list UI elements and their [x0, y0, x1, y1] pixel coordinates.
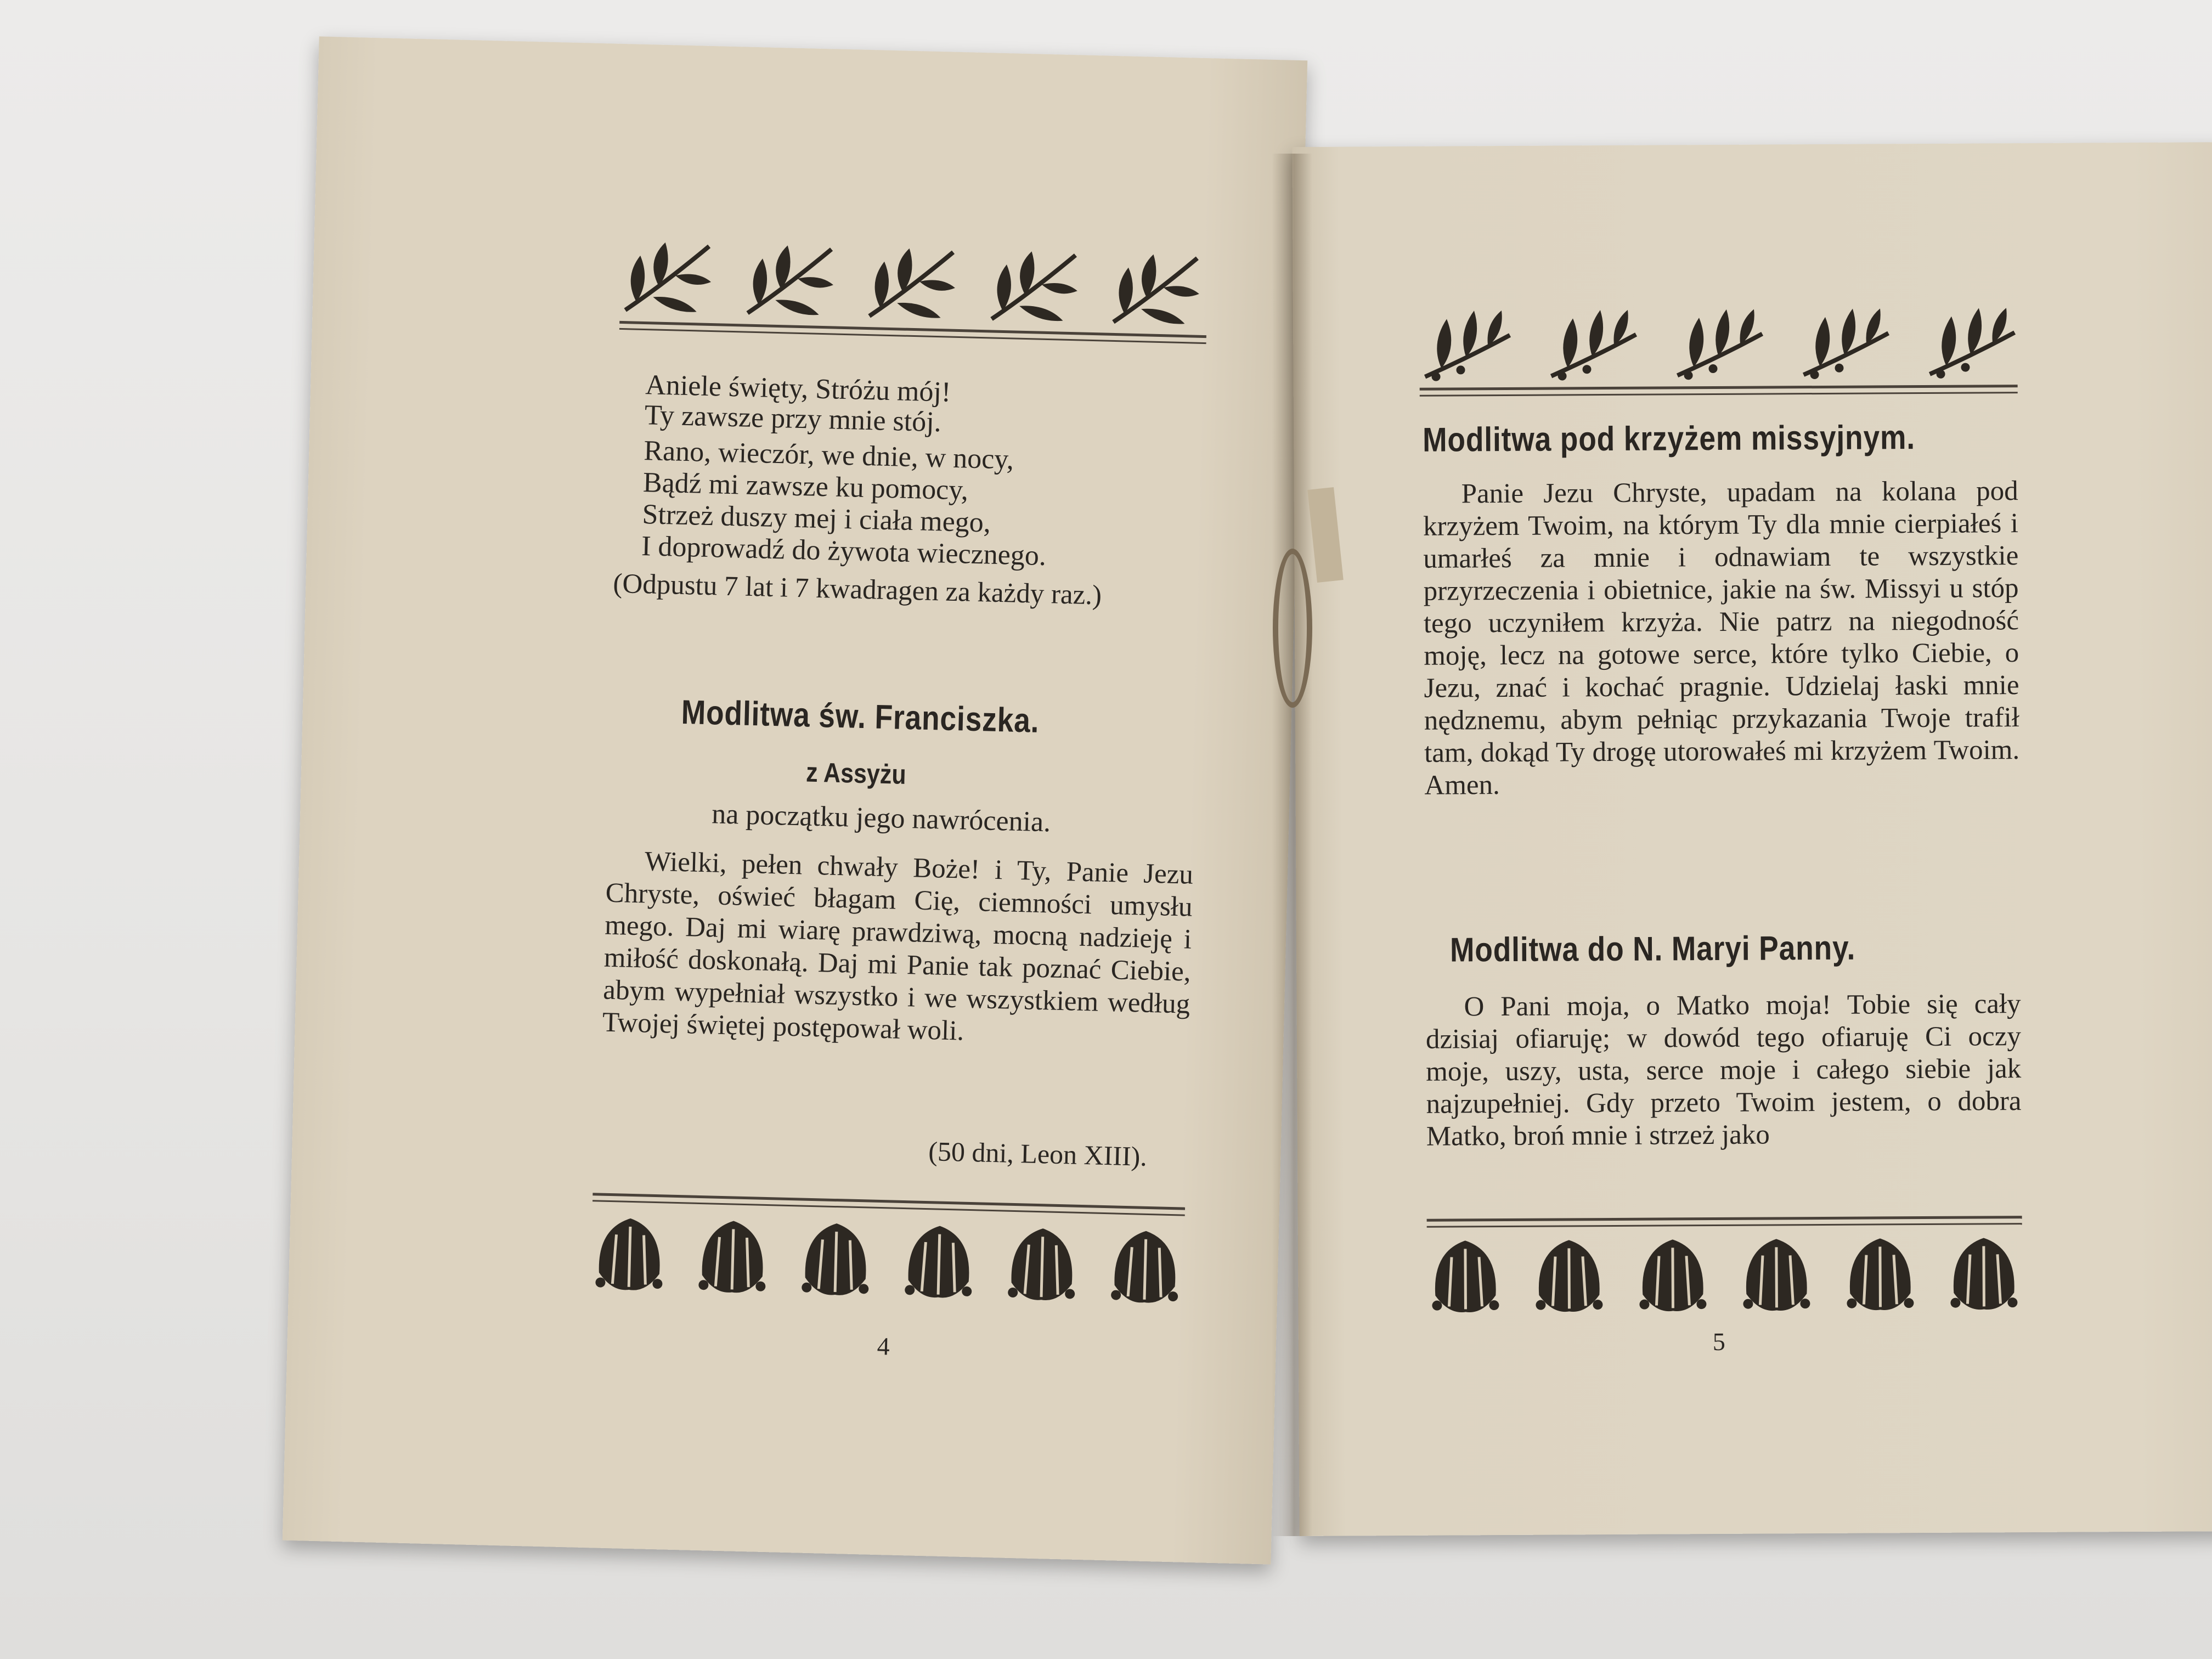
bellflower-icon [1945, 1232, 2023, 1315]
bellflower-icon [1531, 1234, 1608, 1317]
bottom-rule [592, 1193, 1185, 1216]
poem-line: I doprowadź do żywota wiecznego. [641, 531, 1047, 572]
leaf-sprig-icon [742, 236, 837, 320]
bellflower-icon [1842, 1233, 1919, 1316]
source-note: (50 dni, Leon XIII). [928, 1136, 1148, 1172]
olive-sprig-icon [1419, 305, 1513, 382]
bellflower-icon [590, 1212, 669, 1296]
heading-franciszek: Modlitwa św. Franciszka. [681, 693, 1040, 740]
olive-sprig-icon [1798, 303, 1892, 380]
leaf-sprig-icon [986, 242, 1081, 326]
left-page-content [283, 36, 1307, 1564]
poem-line: Aniele święty, Stróżu mój! [645, 369, 951, 408]
olive-sprig-icon [1545, 304, 1639, 382]
top-leaf-ornament [620, 233, 1203, 330]
leaf-sprig-icon [864, 239, 959, 324]
poem-line: Rano, wieczór, we dnie, w nocy, [643, 435, 1014, 476]
heading-krzyz: Modlitwa pod krzyżem missyjnym. [1422, 419, 1916, 459]
top-rule [1420, 385, 2018, 397]
bellflower-icon [797, 1217, 876, 1301]
bellflower-icon [1738, 1233, 1815, 1316]
page-number: 5 [1712, 1327, 1725, 1356]
bellflower-icon [693, 1215, 772, 1299]
leaf-sprig-icon [1108, 245, 1203, 330]
prayer-krzyz: Panie Jezu Chryste, upadam na kolana pod krzyżem Twoim, na którym Ty dla mnie cierpiałeś i umarłeś za mnie i odnawiam te wszystkie przyrzeczenia i obietnice, jakie na św. Missyi u stóp tego uczyniłem krzyża. Nie patrz na niegodność moję, lecz na gotowe serce, które tylko Ciebie, o Jezu, znać i kochać pragnie. Udzielaj łaski mnie nędznemu, abym pełniąc przykazania Twoje trafił tam, dokąd Ty drogę utorowałeś mi krzyżem Twoim. Amen. [1423, 476, 2020, 801]
olive-sprig-icon [1672, 304, 1765, 381]
poem-line: Strzeż duszy mej i ciała mego, [641, 499, 991, 539]
prayer-maryja: O Pani moja, o Matko moja! Tobie się cały dzisiaj ofiaruję; w dowód tego ofiaruję Ci oczy moje, uszy, usta, serce moje i całego siebie jak najzupełniej. Gdy przeto Twoim jestem, o dobra Matko, broń mnie i strzeż jako [1425, 989, 2022, 1152]
olive-sprig-icon [1924, 302, 2018, 380]
poem-line: Ty zawsze przy mnie stój. [644, 399, 942, 438]
bottom-leaf-ornament [1427, 1232, 2023, 1318]
bellflower-icon [1003, 1222, 1082, 1306]
bellflower-icon [1106, 1224, 1185, 1308]
bellflower-icon [900, 1220, 979, 1304]
page-number: 4 [877, 1331, 890, 1361]
indulgence-note: (Odpustu 7 lat i 7 kwadragen za każdy raz.) [612, 568, 1102, 611]
bellflower-icon [1427, 1235, 1504, 1318]
bottom-leaf-ornament [590, 1212, 1184, 1308]
bellflower-icon [1634, 1234, 1712, 1317]
heading-maryja: Modlitwa do N. Maryi Panny. [1449, 929, 1856, 969]
leaf-sprig-icon [620, 233, 715, 318]
poem-line: Bądź mi zawsze ku pomocy, [642, 467, 969, 506]
subheading-assyz: z Assyżu [805, 757, 907, 790]
bottom-rule [1427, 1216, 2022, 1228]
subtitle-line: na początku jego nawrócenia. [711, 798, 1051, 838]
top-leaf-ornament [1419, 302, 2018, 382]
right-page-content [1292, 142, 2212, 1536]
prayer-franciszek: Wielki, pełen chwały Boże! i Ty, Panie Jezu Chryste, oświeć błagam Cię, ciemności umysłu mego. Daj mi wiarę prawdziwą, mocną nadzieję i miłość doskonałą. Daj mi Panie tak poznać Ciebie, abym wypełniał wszystko i we wszystkiem według Twojej świętej postępował woli. [602, 846, 1194, 1047]
